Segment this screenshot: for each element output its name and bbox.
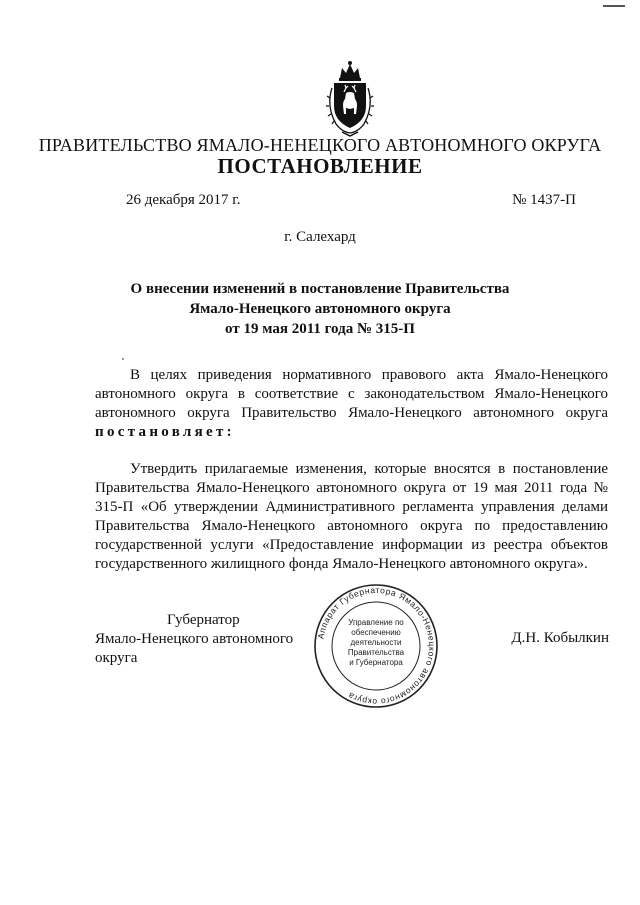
seal-center-line: Правительства bbox=[347, 648, 405, 657]
paragraph-text: Утвердить прилагаемые изменения, которые вносятся в постановление Правительства Ямало-Ненецкого автономного округа от 19 мая 2011 года № 315-П «Об утверждении Административного регламента управления делами Правительства Ямало-Ненецкого автономного округа по предоставлению государственной услуги «Предоставление информации из реестра объектов государственного жилищного фонда Ямало-Ненецкого автономного округа». bbox=[95, 461, 608, 572]
document-date: 26 декабря 2017 г. bbox=[126, 192, 241, 208]
signer-title bbox=[95, 611, 315, 668]
signer-region: Ямало-Ненецкого автономного округа bbox=[95, 631, 294, 666]
document-heading-line: О внесении изменений в постановление Правительства bbox=[130, 281, 510, 297]
document-heading bbox=[0, 279, 640, 339]
seal-center-line: обеспечению bbox=[351, 628, 401, 637]
document-type: ПОСТАНОВЛЕНИЕ bbox=[217, 154, 423, 178]
document-place: г. Салехард bbox=[284, 229, 356, 245]
organization-title: ПРАВИТЕЛЬСТВО ЯМАЛО-НЕНЕЦКОГО АВТОНОМНОГО ОКРУГА bbox=[38, 135, 602, 155]
scan-speck bbox=[122, 358, 124, 360]
coat-of-arms-icon bbox=[322, 58, 378, 138]
document-heading-line: от 19 мая 2011 года № 315-П bbox=[225, 321, 415, 337]
seal-center-line: деятельности bbox=[350, 638, 402, 647]
signer-name: Д.Н. Кобылкин bbox=[511, 630, 609, 646]
document-heading-line: Ямало-Ненецкого автономного округа bbox=[189, 301, 451, 317]
body-paragraph bbox=[95, 460, 608, 574]
document-number: № 1437-П bbox=[512, 192, 576, 208]
scan-speck bbox=[603, 5, 625, 7]
signer-position: Губернатор bbox=[167, 612, 240, 628]
body-paragraph bbox=[95, 366, 608, 442]
seal-ring-text: Аппарат Губернатора Ямало-Ненецкого автономного округа bbox=[315, 584, 438, 708]
paragraph-text: В целях приведения нормативного правового акта Ямало-Ненецкого автономного округа в соответствие с законодательством Ямало-Ненецкого автономного округа Правительство Ямало-Ненецкого автономного округа bbox=[95, 367, 608, 421]
seal-center-line: Управление по bbox=[348, 618, 404, 627]
decree-word: постановляет: bbox=[95, 424, 235, 440]
seal-center-text bbox=[344, 618, 408, 668]
seal-center-line: и Губернатора bbox=[349, 658, 403, 667]
